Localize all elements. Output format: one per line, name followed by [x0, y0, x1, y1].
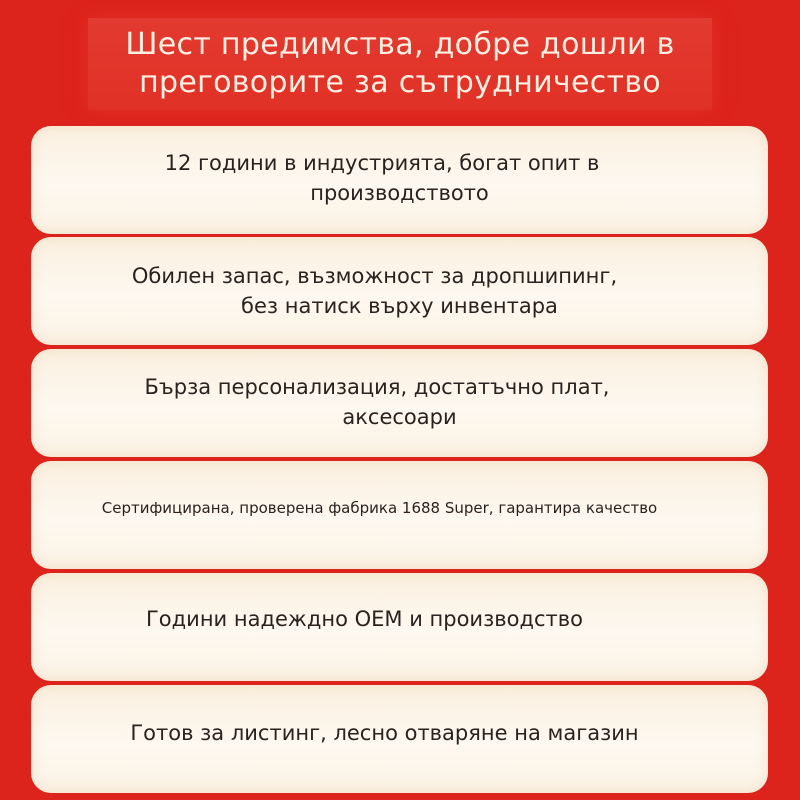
header-banner: [88, 18, 712, 110]
advantage-text-line-1: 12 години в индустрията, богат опит в: [164, 151, 600, 175]
advantage-text-line-2: аксесоари: [342, 405, 457, 429]
advantage-text: Години надеждно OEM и производство: [146, 607, 583, 631]
page-title-line-2: преговорите за сътрудничество: [139, 65, 661, 100]
advantage-card-3: [31, 349, 768, 457]
advantage-text-line-2: производството: [310, 181, 489, 205]
page-title-line-1: Шест предимства, добре дошли в: [125, 27, 675, 62]
advantage-card-6: [31, 685, 768, 793]
advantage-text: [31, 372, 768, 432]
advantage-text-line-2: без натиск върху инвентара: [241, 294, 558, 318]
advantage-card-4: [31, 461, 768, 569]
advantage-text: [31, 148, 768, 208]
advantage-text: Готов за листинг, лесно отваряне на магазин: [130, 721, 639, 745]
advantage-card-1: [31, 126, 768, 234]
advantage-text-line-1: Обилен запас, възможност за дропшипинг,: [131, 264, 618, 288]
advantage-card-5: [31, 573, 768, 681]
advantage-text: Сертифицирана, проверена фабрика 1688 Super, гарантира качество: [101, 499, 658, 517]
advantage-text-line-1: Бърза персонализация, достатъчно плат,: [144, 375, 610, 399]
page-title: [125, 26, 674, 102]
advantage-text: [31, 261, 768, 321]
advantage-card-2: [31, 237, 768, 345]
